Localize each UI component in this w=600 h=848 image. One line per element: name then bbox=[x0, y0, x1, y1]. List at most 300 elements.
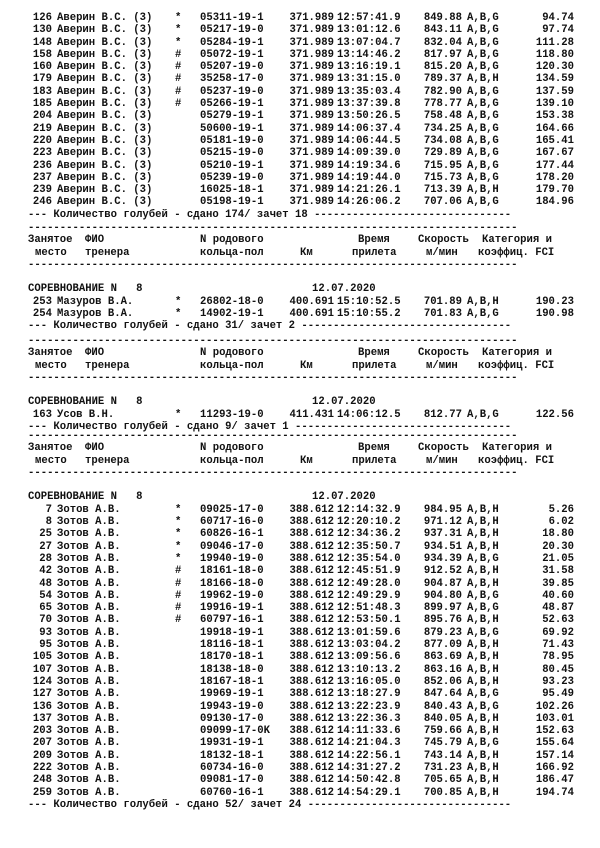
mark-cell: * bbox=[175, 516, 182, 529]
trainer-name-cell: Аверин В.С. (3) bbox=[57, 184, 153, 197]
arrival-time-cell: 12:20:10.2 bbox=[337, 516, 401, 529]
table-row bbox=[28, 701, 578, 713]
column-header-label: прилета bbox=[352, 454, 397, 467]
trainer-name-cell: Аверин В.С. (3) bbox=[57, 159, 153, 172]
speed-cell: 701.89 bbox=[423, 295, 462, 308]
fci-coefficient-cell: 190.98 bbox=[535, 308, 574, 321]
arrival-time-cell: 12:49:29.9 bbox=[337, 589, 401, 602]
arrival-time-cell: 13:50:26.5 bbox=[337, 110, 401, 123]
ring-number-cell: 09081-17-0 bbox=[200, 774, 264, 787]
category-cell: A,B,H bbox=[467, 577, 499, 590]
distance-km-cell: 371.989 bbox=[289, 61, 334, 74]
speed-cell: 734.08 bbox=[423, 134, 462, 147]
ring-number-cell: 18132-18-1 bbox=[200, 749, 264, 762]
place-cell: 124 bbox=[32, 675, 52, 688]
arrival-time-cell: 14:21:26.1 bbox=[337, 184, 401, 197]
fci-coefficient-cell: 153.38 bbox=[535, 110, 574, 123]
place-cell: 204 bbox=[32, 110, 52, 123]
ring-number-cell: 05181-19-0 bbox=[200, 134, 264, 147]
distance-km-cell: 371.989 bbox=[289, 134, 334, 147]
trainer-name-cell: Зотов А.В. bbox=[57, 712, 121, 725]
distance-km-cell: 388.612 bbox=[289, 762, 334, 775]
arrival-time-cell: 14:31:27.2 bbox=[337, 762, 401, 775]
competition-date: 12.07.2020 bbox=[312, 396, 376, 409]
distance-km-cell: 388.612 bbox=[289, 528, 334, 541]
table-row bbox=[28, 602, 578, 614]
column-header-label: место bbox=[35, 246, 67, 259]
fci-coefficient-cell: 177.44 bbox=[535, 159, 574, 172]
category-cell: A,B,H bbox=[467, 639, 499, 652]
speed-cell: 840.05 bbox=[423, 712, 462, 725]
trainer-name-cell: Зотов А.В. bbox=[57, 786, 121, 799]
trainer-name-cell: Аверин В.С. (3) bbox=[57, 171, 153, 184]
speed-cell: 895.76 bbox=[423, 614, 462, 627]
fci-coefficient-cell: 5.26 bbox=[548, 503, 574, 516]
arrival-time-cell: 14:06:12.5 bbox=[337, 408, 401, 421]
trainer-name-cell: Аверин В.С. (3) bbox=[57, 48, 153, 61]
trainer-name-cell: Аверин В.С. (3) bbox=[57, 110, 153, 123]
mark-cell: * bbox=[175, 503, 182, 516]
trainer-name-cell: Аверин В.С. (3) bbox=[57, 12, 153, 24]
speed-cell: 912.52 bbox=[423, 565, 462, 578]
speed-cell: 847.64 bbox=[423, 688, 462, 701]
ring-number-cell: 05198-19-1 bbox=[200, 196, 264, 209]
ring-number-cell: 14902-19-1 bbox=[200, 308, 264, 321]
trainer-name-cell: Зотов А.В. bbox=[57, 725, 121, 738]
distance-km-cell: 388.612 bbox=[289, 651, 334, 664]
trainer-name-cell: Аверин В.С. (3) bbox=[57, 147, 153, 160]
category-cell: A,B,G bbox=[467, 48, 499, 61]
column-header-label: Занятое bbox=[28, 347, 73, 360]
place-cell: 239 bbox=[32, 184, 52, 197]
ring-number-cell: 05210-19-1 bbox=[200, 159, 264, 172]
column-header-label: Км bbox=[300, 246, 313, 259]
ring-number-cell: 60734-16-0 bbox=[200, 762, 264, 775]
fci-coefficient-cell: 39.85 bbox=[542, 577, 574, 590]
mark-cell: * bbox=[175, 36, 182, 49]
distance-km-cell: 388.612 bbox=[289, 589, 334, 602]
category-cell: A,B,H bbox=[467, 528, 499, 541]
trainer-name-cell: Зотов А.В. bbox=[57, 552, 121, 565]
fci-coefficient-cell: 95.49 bbox=[542, 688, 574, 701]
ring-number-cell: 05237-19-0 bbox=[200, 85, 264, 98]
column-header-label: Км bbox=[300, 359, 313, 372]
place-cell: 248 bbox=[32, 774, 52, 787]
ring-number-cell: 35258-17-0 bbox=[200, 73, 264, 86]
table-row bbox=[28, 98, 578, 110]
ring-number-cell: 09099-17-0K bbox=[200, 725, 270, 738]
competition-date: 12.07.2020 bbox=[312, 491, 376, 504]
fci-coefficient-cell: 40.60 bbox=[542, 589, 574, 602]
distance-km-cell: 371.989 bbox=[289, 73, 334, 86]
speed-cell: 879.23 bbox=[423, 626, 462, 639]
distance-km-cell: 388.612 bbox=[289, 712, 334, 725]
place-cell: 70 bbox=[39, 614, 52, 627]
place-cell: 25 bbox=[39, 528, 52, 541]
column-header-label: коэффиц. FCI bbox=[478, 246, 555, 259]
distance-km-cell: 371.989 bbox=[289, 110, 334, 123]
category-cell: A,B,G bbox=[467, 626, 499, 639]
place-cell: 137 bbox=[32, 712, 52, 725]
arrival-time-cell: 13:16:19.1 bbox=[337, 61, 401, 74]
arrival-time-cell: 12:51:48.3 bbox=[337, 602, 401, 615]
distance-km-cell: 388.612 bbox=[289, 737, 334, 750]
category-cell: A,B,G bbox=[467, 85, 499, 98]
ring-number-cell: 19918-19-1 bbox=[200, 626, 264, 639]
speed-cell: 817.97 bbox=[423, 48, 462, 61]
speed-cell: 812.77 bbox=[423, 408, 462, 421]
place-cell: 105 bbox=[32, 651, 52, 664]
mark-cell: # bbox=[175, 61, 182, 74]
mark-cell: # bbox=[175, 48, 182, 61]
distance-km-cell: 388.612 bbox=[289, 614, 334, 627]
table-row bbox=[28, 147, 578, 159]
trainer-name-cell: Аверин В.С. (3) bbox=[57, 73, 153, 86]
fci-coefficient-cell: 69.92 bbox=[542, 626, 574, 639]
column-header-label: коэффиц. FCI bbox=[478, 359, 555, 372]
arrival-time-cell: 14:19:34.6 bbox=[337, 159, 401, 172]
place-cell: 148 bbox=[32, 36, 52, 49]
ring-number-cell: 60826-16-1 bbox=[200, 528, 264, 541]
speed-cell: 832.04 bbox=[423, 36, 462, 49]
table-row bbox=[28, 110, 578, 122]
category-cell: A,B,G bbox=[467, 700, 499, 713]
speed-cell: 904.87 bbox=[423, 577, 462, 590]
ring-number-cell: 19916-19-1 bbox=[200, 602, 264, 615]
place-cell: 130 bbox=[32, 24, 52, 37]
ring-number-cell: 05284-19-1 bbox=[200, 36, 264, 49]
ring-number-cell: 05215-19-0 bbox=[200, 147, 264, 160]
trainer-name-cell: Аверин В.С. (3) bbox=[57, 24, 153, 37]
category-cell: A,B,H bbox=[467, 712, 499, 725]
mark-cell: * bbox=[175, 12, 182, 24]
mark-cell: * bbox=[175, 540, 182, 553]
table-row bbox=[28, 12, 578, 24]
fci-coefficient-cell: 165.41 bbox=[535, 134, 574, 147]
column-header-label: ФИО bbox=[85, 442, 105, 455]
category-cell: A,B,H bbox=[467, 663, 499, 676]
place-cell: 223 bbox=[32, 147, 52, 160]
mark-cell: # bbox=[175, 565, 182, 578]
table-row bbox=[28, 516, 578, 528]
trainer-name-cell: Зотов А.В. bbox=[57, 651, 121, 664]
fci-coefficient-cell: 190.23 bbox=[535, 295, 574, 308]
speed-cell: 713.39 bbox=[423, 184, 462, 197]
mark-cell: # bbox=[175, 577, 182, 590]
separator-rule: ----------------------------------------------------------------------------- bbox=[28, 466, 518, 479]
column-header-label: Занятое bbox=[28, 442, 73, 455]
category-cell: A,B,G bbox=[467, 122, 499, 135]
table-row bbox=[28, 160, 578, 172]
section-total-line: --- Количество голубей - сдано 31/ зачет 2 --------------------------------- bbox=[28, 320, 512, 333]
column-header-label: м/мин bbox=[426, 246, 458, 259]
fci-coefficient-cell: 18.80 bbox=[542, 528, 574, 541]
separator-rule: ----------------------------------------------------------------------------- bbox=[28, 335, 518, 347]
place-cell: 7 bbox=[45, 503, 52, 516]
column-header-row-1 bbox=[28, 442, 578, 454]
place-cell: 8 bbox=[45, 516, 52, 529]
distance-km-cell: 388.612 bbox=[289, 552, 334, 565]
arrival-time-cell: 14:22:56.1 bbox=[337, 749, 401, 762]
speed-cell: 789.37 bbox=[423, 73, 462, 86]
distance-km-cell: 371.989 bbox=[289, 147, 334, 160]
arrival-time-cell: 13:18:27.9 bbox=[337, 688, 401, 701]
ring-number-cell: 18116-18-1 bbox=[200, 639, 264, 652]
mark-cell: * bbox=[175, 295, 182, 308]
column-header-label: Время bbox=[358, 347, 390, 360]
column-header-label: прилета bbox=[352, 246, 397, 259]
ring-number-cell: 05239-19-0 bbox=[200, 171, 264, 184]
column-header-label: место bbox=[35, 454, 67, 467]
mark-cell: # bbox=[175, 614, 182, 627]
table-row bbox=[28, 774, 578, 786]
ring-number-cell: 05072-19-1 bbox=[200, 48, 264, 61]
separator-rule: ----------------------------------------------------------------------------- bbox=[28, 258, 518, 271]
distance-km-cell: 388.612 bbox=[289, 700, 334, 713]
trainer-name-cell: Зотов А.В. bbox=[57, 762, 121, 775]
speed-cell: 863.69 bbox=[423, 651, 462, 664]
table-row bbox=[28, 565, 578, 577]
column-header-label: тренера bbox=[85, 359, 130, 372]
column-header-label: N родового bbox=[200, 234, 264, 247]
trainer-name-cell: Зотов А.В. bbox=[57, 749, 121, 762]
fci-coefficient-cell: 48.87 bbox=[542, 602, 574, 615]
table-row bbox=[28, 37, 578, 49]
fci-coefficient-cell: 97.74 bbox=[542, 24, 574, 37]
column-header-label: N родового bbox=[200, 347, 264, 360]
category-cell: A,B,H bbox=[467, 184, 499, 197]
table-row bbox=[28, 135, 578, 147]
arrival-time-cell: 14:50:42.8 bbox=[337, 774, 401, 787]
trainer-name-cell: Зотов А.В. bbox=[57, 700, 121, 713]
speed-cell: 971.12 bbox=[423, 516, 462, 529]
place-cell: 163 bbox=[32, 408, 52, 421]
distance-km-cell: 388.612 bbox=[289, 675, 334, 688]
speed-cell: 729.89 bbox=[423, 147, 462, 160]
arrival-time-cell: 13:01:59.6 bbox=[337, 626, 401, 639]
category-cell: A,B,H bbox=[467, 786, 499, 799]
distance-km-cell: 371.989 bbox=[289, 159, 334, 172]
category-cell: A,B,G bbox=[467, 134, 499, 147]
arrival-time-cell: 14:06:37.4 bbox=[337, 122, 401, 135]
distance-km-cell: 388.612 bbox=[289, 663, 334, 676]
place-cell: 222 bbox=[32, 762, 52, 775]
distance-km-cell: 371.989 bbox=[289, 196, 334, 209]
column-header-label: Скорость bbox=[418, 347, 469, 360]
place-cell: 207 bbox=[32, 737, 52, 750]
arrival-time-cell: 13:09:56.6 bbox=[337, 651, 401, 664]
table-row bbox=[28, 750, 578, 762]
column-header-label: кольца-пол bbox=[200, 359, 264, 372]
section-total-line: --- Количество голубей - сдано 174/ зачет 18 ------------------------------- bbox=[28, 208, 512, 221]
trainer-name-cell: Зотов А.В. bbox=[57, 589, 121, 602]
ring-number-cell: 09046-17-0 bbox=[200, 540, 264, 553]
fci-coefficient-cell: 94.74 bbox=[542, 12, 574, 24]
arrival-time-cell: 13:14:46.2 bbox=[337, 48, 401, 61]
arrival-time-cell: 13:01:12.6 bbox=[337, 24, 401, 37]
distance-km-cell: 400.691 bbox=[289, 308, 334, 321]
speed-cell: 731.23 bbox=[423, 762, 462, 775]
fci-coefficient-cell: 186.47 bbox=[535, 774, 574, 787]
fci-coefficient-cell: 139.10 bbox=[535, 98, 574, 111]
mark-cell: # bbox=[175, 589, 182, 602]
ring-number-cell: 50600-19-1 bbox=[200, 122, 264, 135]
ring-number-cell: 18138-18-0 bbox=[200, 663, 264, 676]
mark-cell: # bbox=[175, 602, 182, 615]
distance-km-cell: 388.612 bbox=[289, 774, 334, 787]
arrival-time-cell: 12:45:51.9 bbox=[337, 565, 401, 578]
fci-coefficient-cell: 111.28 bbox=[535, 36, 574, 49]
distance-km-cell: 388.612 bbox=[289, 565, 334, 578]
table-row bbox=[28, 639, 578, 651]
table-row bbox=[28, 614, 578, 626]
distance-km-cell: 371.989 bbox=[289, 98, 334, 111]
arrival-time-cell: 14:06:44.5 bbox=[337, 134, 401, 147]
place-cell: 54 bbox=[39, 589, 52, 602]
trainer-name-cell: Зотов А.В. bbox=[57, 675, 121, 688]
arrival-time-cell: 12:49:28.0 bbox=[337, 577, 401, 590]
arrival-time-cell: 13:31:15.0 bbox=[337, 73, 401, 86]
table-row bbox=[28, 24, 578, 36]
fci-coefficient-cell: 31.58 bbox=[542, 565, 574, 578]
arrival-time-cell: 13:22:23.9 bbox=[337, 700, 401, 713]
trainer-name-cell: Аверин В.С. (3) bbox=[57, 85, 153, 98]
ring-number-cell: 18170-18-1 bbox=[200, 651, 264, 664]
trainer-name-cell: Зотов А.В. bbox=[57, 565, 121, 578]
table-row bbox=[28, 737, 578, 749]
distance-km-cell: 371.989 bbox=[289, 12, 334, 24]
arrival-time-cell: 12:57:41.9 bbox=[337, 12, 401, 24]
place-cell: 158 bbox=[32, 48, 52, 61]
trainer-name-cell: Аверин В.С. (3) bbox=[57, 196, 153, 209]
arrival-time-cell: 12:35:50.7 bbox=[337, 540, 401, 553]
category-cell: A,B,H bbox=[467, 774, 499, 787]
ring-number-cell: 19931-19-1 bbox=[200, 737, 264, 750]
trainer-name-cell: Аверин В.С. (3) bbox=[57, 61, 153, 74]
fci-coefficient-cell: 102.26 bbox=[535, 700, 574, 713]
competition-title-row bbox=[28, 283, 578, 295]
mark-cell: * bbox=[175, 308, 182, 321]
trainer-name-cell: Аверин В.С. (3) bbox=[57, 122, 153, 135]
place-cell: 237 bbox=[32, 171, 52, 184]
distance-km-cell: 388.612 bbox=[289, 749, 334, 762]
column-header-label: Время bbox=[358, 234, 390, 247]
distance-km-cell: 400.691 bbox=[289, 295, 334, 308]
place-cell: 209 bbox=[32, 749, 52, 762]
place-cell: 246 bbox=[32, 196, 52, 209]
distance-km-cell: 388.612 bbox=[289, 626, 334, 639]
ring-number-cell: 05266-19-1 bbox=[200, 98, 264, 111]
category-cell: A,B,G bbox=[467, 552, 499, 565]
distance-km-cell: 411.431 bbox=[289, 408, 334, 421]
category-cell: A,B,G bbox=[467, 110, 499, 123]
trainer-name-cell: Зотов А.В. bbox=[57, 663, 121, 676]
column-header-label: ФИО bbox=[85, 347, 105, 360]
category-cell: A,B,H bbox=[467, 749, 499, 762]
category-cell: A,B,G bbox=[467, 737, 499, 750]
speed-cell: 843.11 bbox=[423, 24, 462, 37]
category-cell: A,B,G bbox=[467, 61, 499, 74]
distance-km-cell: 388.612 bbox=[289, 688, 334, 701]
table-row bbox=[28, 664, 578, 676]
arrival-time-cell: 14:26:06.2 bbox=[337, 196, 401, 209]
fci-coefficient-cell: 166.92 bbox=[535, 762, 574, 775]
place-cell: 136 bbox=[32, 700, 52, 713]
speed-cell: 778.77 bbox=[423, 98, 462, 111]
category-cell: A,B,G bbox=[467, 159, 499, 172]
speed-cell: 745.79 bbox=[423, 737, 462, 750]
table-row bbox=[28, 528, 578, 540]
separator-rule: ----------------------------------------------------------------------------- bbox=[28, 430, 518, 442]
section-total-line: --- Количество голубей - сдано 9/ зачет 1 ---------------------------------- bbox=[28, 421, 512, 434]
trainer-name-cell: Усов В.Н. bbox=[57, 408, 115, 421]
arrival-time-cell: 12:14:32.9 bbox=[337, 503, 401, 516]
column-header-label: коэффиц. FCI bbox=[478, 454, 555, 467]
speed-cell: 863.16 bbox=[423, 663, 462, 676]
column-header-row-2 bbox=[28, 360, 578, 372]
arrival-time-cell: 13:07:04.7 bbox=[337, 36, 401, 49]
place-cell: 183 bbox=[32, 85, 52, 98]
arrival-time-cell: 12:35:54.0 bbox=[337, 552, 401, 565]
mark-cell: # bbox=[175, 98, 182, 111]
distance-km-cell: 371.989 bbox=[289, 36, 334, 49]
arrival-time-cell: 15:10:52.5 bbox=[337, 295, 401, 308]
column-header-label: место bbox=[35, 359, 67, 372]
column-header-row-2 bbox=[28, 247, 578, 259]
fci-coefficient-cell: 122.56 bbox=[535, 408, 574, 421]
mark-cell: * bbox=[175, 24, 182, 37]
place-cell: 27 bbox=[39, 540, 52, 553]
fci-coefficient-cell: 120.30 bbox=[535, 61, 574, 74]
arrival-time-cell: 14:54:29.1 bbox=[337, 786, 401, 799]
table-row bbox=[28, 296, 578, 308]
speed-cell: 743.14 bbox=[423, 749, 462, 762]
arrival-time-cell: 14:21:04.3 bbox=[337, 737, 401, 750]
category-cell: A,B,H bbox=[467, 614, 499, 627]
ring-number-cell: 19943-19-0 bbox=[200, 700, 264, 713]
category-cell: A,B,G bbox=[467, 147, 499, 160]
speed-cell: 758.48 bbox=[423, 110, 462, 123]
fci-coefficient-cell: 179.70 bbox=[535, 184, 574, 197]
column-header-label: Скорость bbox=[418, 442, 469, 455]
mark-cell: # bbox=[175, 85, 182, 98]
column-header-label: кольца-пол bbox=[200, 454, 264, 467]
column-header-label: тренера bbox=[85, 246, 130, 259]
place-cell: 179 bbox=[32, 73, 52, 86]
fci-coefficient-cell: 164.66 bbox=[535, 122, 574, 135]
place-cell: 259 bbox=[32, 786, 52, 799]
competition-title-row bbox=[28, 491, 578, 503]
fci-coefficient-cell: 20.30 bbox=[542, 540, 574, 553]
fci-coefficient-cell: 103.01 bbox=[535, 712, 574, 725]
fci-coefficient-cell: 52.63 bbox=[542, 614, 574, 627]
trainer-name-cell: Зотов А.В. bbox=[57, 503, 121, 516]
category-cell: A,B,H bbox=[467, 516, 499, 529]
distance-km-cell: 371.989 bbox=[289, 184, 334, 197]
category-cell: A,B,H bbox=[467, 540, 499, 553]
ring-number-cell: 60797-16-1 bbox=[200, 614, 264, 627]
place-cell: 220 bbox=[32, 134, 52, 147]
trainer-name-cell: Аверин В.С. (3) bbox=[57, 98, 153, 111]
arrival-time-cell: 14:09:39.0 bbox=[337, 147, 401, 160]
fci-coefficient-cell: 184.96 bbox=[535, 196, 574, 209]
fci-coefficient-cell: 137.59 bbox=[535, 85, 574, 98]
ring-number-cell: 05207-19-0 bbox=[200, 61, 264, 74]
speed-cell: 734.25 bbox=[423, 122, 462, 135]
category-cell: A,B,G bbox=[467, 12, 499, 24]
distance-km-cell: 371.989 bbox=[289, 85, 334, 98]
category-cell: A,B,G bbox=[467, 589, 499, 602]
